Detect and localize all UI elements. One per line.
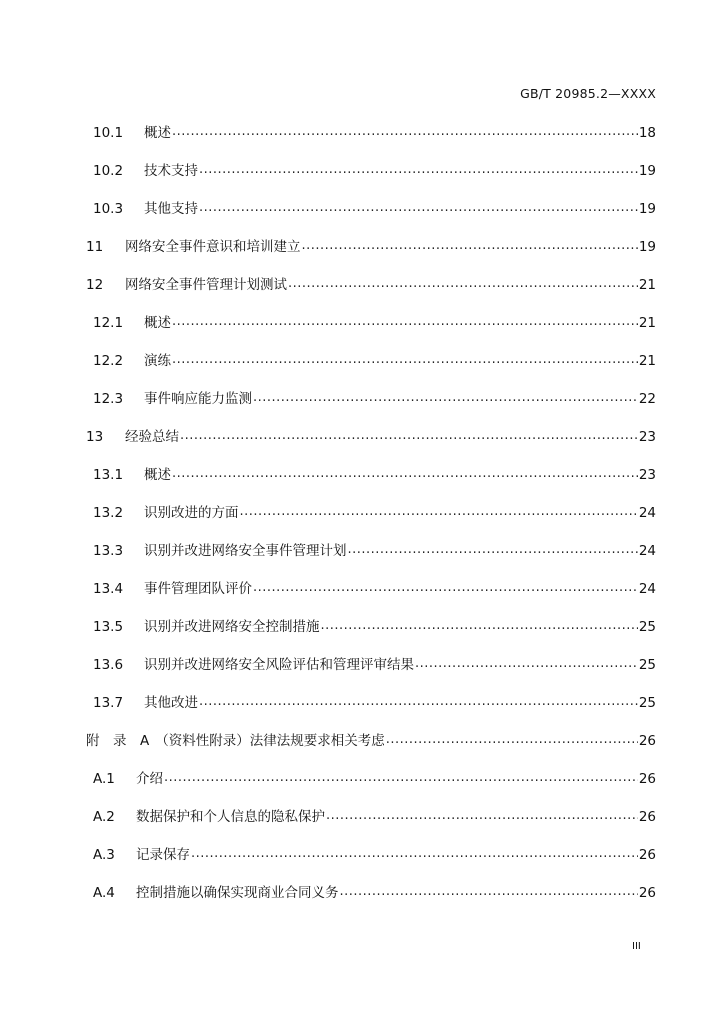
dot-leader xyxy=(415,656,638,670)
toc-entry[interactable] xyxy=(86,273,656,311)
toc-entry[interactable] xyxy=(86,425,656,463)
toc-entry-page: 24 xyxy=(638,505,656,521)
toc-entry[interactable] xyxy=(86,577,656,615)
toc-entry-page: 26 xyxy=(638,809,656,825)
dot-leader xyxy=(288,276,638,290)
toc-entry-title: 识别并改进网络安全事件管理计划 xyxy=(144,543,347,559)
toc-entry-number: A.4 xyxy=(93,885,115,901)
toc-entry-title: 概述 xyxy=(144,467,171,483)
toc-entry[interactable] xyxy=(86,729,656,767)
toc-entry-number: 11 xyxy=(86,239,104,255)
toc-entry-number: 12.2 xyxy=(93,353,124,369)
toc-entry-number: A.3 xyxy=(93,847,115,863)
toc-entry-page: 21 xyxy=(638,315,656,331)
toc-entry[interactable] xyxy=(86,539,656,577)
toc-entry-number: 13 xyxy=(86,429,104,445)
toc-entry-page: 19 xyxy=(638,239,656,255)
toc-entry-title: 演练 xyxy=(144,353,171,369)
dot-leader xyxy=(172,314,638,328)
toc-entry-page: 24 xyxy=(638,581,656,597)
dot-leader xyxy=(321,618,638,632)
toc-entry[interactable] xyxy=(86,615,656,653)
toc-entry[interactable] xyxy=(86,653,656,691)
toc-entry-title: （资料性附录）法律法规要求相关考虑 xyxy=(155,733,385,749)
toc-entry-title: 技术支持 xyxy=(144,163,198,179)
toc-entry-title: 记录保存 xyxy=(136,847,190,863)
toc-entry[interactable] xyxy=(86,235,656,273)
dot-leader xyxy=(199,162,638,176)
toc-entry-number: 13.7 xyxy=(93,695,124,711)
toc-entry-page: 22 xyxy=(638,391,656,407)
dot-leader xyxy=(164,770,638,784)
dot-leader xyxy=(253,390,638,404)
toc-entry-page: 19 xyxy=(638,201,656,217)
toc-entry-number: 13.2 xyxy=(93,505,124,521)
toc-entry-title: 介绍 xyxy=(136,771,163,787)
toc-entry-title: 数据保护和个人信息的隐私保护 xyxy=(136,809,325,825)
toc-entry[interactable] xyxy=(86,349,656,387)
dot-leader xyxy=(191,846,638,860)
toc-entry[interactable] xyxy=(86,501,656,539)
toc-entry-number: 12.3 xyxy=(93,391,124,407)
toc-entry-number: 10.3 xyxy=(93,201,124,217)
toc-entry-page: 21 xyxy=(638,353,656,369)
toc-entry-page: 26 xyxy=(638,847,656,863)
toc-entry[interactable] xyxy=(86,881,656,919)
toc-entry-page: 23 xyxy=(638,467,656,483)
toc-entry-page: 25 xyxy=(638,695,656,711)
dot-leader xyxy=(240,504,638,518)
toc-entry-number: 10.1 xyxy=(93,125,124,141)
dot-leader xyxy=(386,732,638,746)
dot-leader xyxy=(302,238,638,252)
toc-entry-number: A.1 xyxy=(93,771,115,787)
toc-entry[interactable] xyxy=(86,197,656,235)
toc-entry[interactable] xyxy=(86,121,656,159)
toc-entry[interactable] xyxy=(86,691,656,729)
dot-leader xyxy=(199,200,638,214)
toc-entry-page: 26 xyxy=(638,733,656,749)
dot-leader xyxy=(326,808,638,822)
toc-entry-page: 18 xyxy=(638,125,656,141)
toc-entry[interactable] xyxy=(86,843,656,881)
toc-entry-number: 13.1 xyxy=(93,467,124,483)
toc-entry-page: 24 xyxy=(638,543,656,559)
toc-entry-number: 13.6 xyxy=(93,657,124,673)
toc-entry-title: 事件管理团队评价 xyxy=(144,581,252,597)
toc-entry-page: 25 xyxy=(638,657,656,673)
toc-entry-number: 10.2 xyxy=(93,163,124,179)
toc-entry-title: 概述 xyxy=(144,315,171,331)
dot-leader xyxy=(340,884,638,898)
toc-entry-title: 识别并改进网络安全控制措施 xyxy=(144,619,320,635)
dot-leader xyxy=(253,580,638,594)
toc-entry-title: 事件响应能力监测 xyxy=(144,391,252,407)
toc-entry-title: 经验总结 xyxy=(125,429,179,445)
toc-entry-page: 26 xyxy=(638,771,656,787)
toc-entry[interactable] xyxy=(86,311,656,349)
toc-entry-number: 12 xyxy=(86,277,104,293)
toc-entry-title: 识别改进的方面 xyxy=(144,505,239,521)
toc-entry-title: 控制措施以确保实现商业合同义务 xyxy=(136,885,339,901)
toc-entry-title: 其他改进 xyxy=(144,695,198,711)
toc-entry[interactable] xyxy=(86,805,656,843)
dot-leader xyxy=(172,466,638,480)
toc-entry-title: 网络安全事件意识和培训建立 xyxy=(125,239,301,255)
toc-entry-title: 网络安全事件管理计划测试 xyxy=(125,277,287,293)
document-code-header: GB/T 20985.2—XXXX xyxy=(520,86,656,101)
dot-leader xyxy=(172,124,638,138)
toc-entry-page: 26 xyxy=(638,885,656,901)
toc-entry-number: 12.1 xyxy=(93,315,124,331)
toc-entry-title: 其他支持 xyxy=(144,201,198,217)
toc-entry-page: 23 xyxy=(638,429,656,445)
toc-entry-number: 13.5 xyxy=(93,619,124,635)
toc-entry-number: A.2 xyxy=(93,809,115,825)
dot-leader xyxy=(172,352,638,366)
toc-entry[interactable] xyxy=(86,463,656,501)
dot-leader xyxy=(180,428,638,442)
toc-entry-page: 21 xyxy=(638,277,656,293)
toc-entry[interactable] xyxy=(86,159,656,197)
table-of-contents xyxy=(86,121,656,919)
page-number: III xyxy=(632,941,641,952)
toc-entry-page: 25 xyxy=(638,619,656,635)
toc-entry-number: 13.3 xyxy=(93,543,124,559)
toc-entry[interactable] xyxy=(86,767,656,805)
toc-entry-number: 13.4 xyxy=(93,581,124,597)
toc-entry[interactable] xyxy=(86,387,656,425)
dot-leader xyxy=(199,694,638,708)
toc-entry-number: 附 录 A xyxy=(86,733,150,749)
toc-entry-title: 概述 xyxy=(144,125,171,141)
dot-leader xyxy=(348,542,638,556)
toc-entry-title: 识别并改进网络安全风险评估和管理评审结果 xyxy=(144,657,414,673)
toc-entry-page: 19 xyxy=(638,163,656,179)
